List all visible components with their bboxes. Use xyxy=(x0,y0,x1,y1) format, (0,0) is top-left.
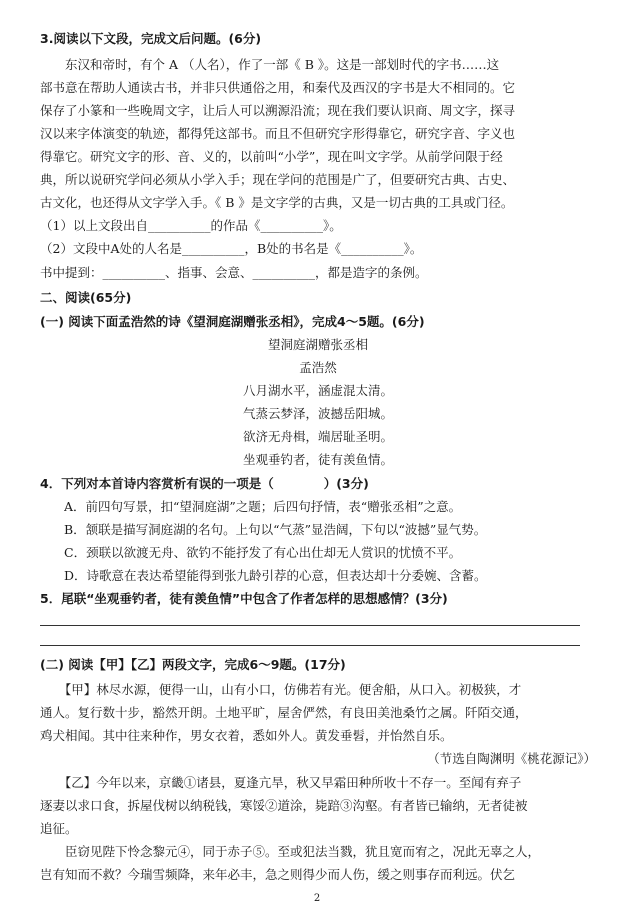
q3-para-line: 保存了小篆和一些晚周文字，让后人可以溯源沿流；现在我们要认识商、周文字，探寻 xyxy=(40,103,516,118)
q3-sub-question-3: 书中提到：__________、指事、会意、__________，都是造字的条例。 xyxy=(40,265,428,280)
section1-heading: (一) 阅读下面孟浩然的诗《望洞庭湖赠张丞相》，完成4～5题。(6分) xyxy=(40,314,425,329)
q4-option-b: B．颔联是描写洞庭湖的名句。上句以“气蒸”显浩阔，下句以“波撼”显气势。 xyxy=(64,522,487,537)
q4-option-a: A．前四句写景，扣“望洞庭湖”之题；后四句抒情，表“赠张丞相”之意。 xyxy=(64,499,462,514)
q3-para-line: 东汉和帝时，有个 A （人名），作了一部《 B 》。这是一部划时代的字书……这 xyxy=(40,57,500,72)
yi-line: 岂有知而不救？今瑞雪频降，来年必丰，急之则得少而人伤，缓之则事存而利远。伏乞 xyxy=(40,867,516,882)
yi-line: 逐妻以求口食，拆屋伐树以纳税钱，寒馁②道涂，毙踣③沟壑。有者皆已输纳，无者徒被 xyxy=(40,798,528,813)
jia-source: （节选自陶渊明《桃花源记》） xyxy=(427,751,596,766)
poem-title: 望洞庭湖赠张丞相 xyxy=(267,337,368,352)
q3-para-line: 得靠它。研究文字的形、音、义的，以前叫“小学”，现在叫文字学。从前学问限于经 xyxy=(40,149,503,164)
part2-heading: 二、阅读(65分) xyxy=(40,290,132,305)
q5-stem: 5．尾联“坐观垂钓者，徒有羡鱼情”中包含了作者怎样的思想感情？(3分) xyxy=(40,591,448,606)
poem-line: 气蒸云梦泽，波撼岳阳城。 xyxy=(242,406,393,421)
q3-para-line: 汉以来字体演变的轨迹，都得凭这部书。而且不但研究字形得靠它，研究字音、字义也 xyxy=(40,126,516,141)
q4-stem: 4．下列对本首诗内容赏析有误的一项是（ ）(3分) xyxy=(40,476,369,491)
q4-option-d: D．诗歌意在表达希望能得到张九龄引荐的心意，但表达却十分委婉、含蓄。 xyxy=(64,568,487,583)
jia-line: 【甲】林尽水源，便得一山，山有小口，仿佛若有光。便舍船，从口入。初极狭，才 xyxy=(40,682,522,697)
q3-heading: 3.阅读以下文段，完成文后问题。(6分) xyxy=(40,31,262,46)
answer-line[interactable] xyxy=(40,645,580,646)
yi-line: 追征。 xyxy=(40,821,78,836)
q3-para-line: 部书意在帮助人通读古书，并非只供通俗之用，和秦代及西汉的字书是大不相同的。它 xyxy=(40,80,516,95)
poem-line: 欲济无舟楫，端居耻圣明。 xyxy=(242,429,393,444)
q3-para-line: 古文化，也还得从文字学入手。《 B 》是文字学的古典，又是一切古典的工具或门径。 xyxy=(40,195,514,210)
section2-heading: (二) 阅读【甲】【乙】两段文字，完成6～9题。(17分) xyxy=(40,657,346,672)
poem-line: 八月湖水平，涵虚混太清。 xyxy=(242,383,393,398)
jia-line: 通人。复行数十步，豁然开朗。土地平旷，屋舍俨然，有良田美池桑竹之属。阡陌交通， xyxy=(40,705,528,720)
q3-para-line: 典，所以说研究学问必须从小学入手；现在学问的范围是广了，但要研究古典、古史、 xyxy=(40,172,516,187)
yi-line: 臣窃见陛下怜念黎元④，同于赤子⑤。至或犯法当戮，犹且宽而宥之，况此无辜之人， xyxy=(40,844,541,859)
q4-option-c: C．颈联以欲渡无舟、欲钓不能抒发了有心出仕却无人赏识的忧愤不平。 xyxy=(64,545,462,560)
yi-line: 【乙】今年以来，京畿①诸县，夏逢亢旱，秋又早霜田种所收十不存一。至闻有弃子 xyxy=(40,775,522,790)
page-number: 2 xyxy=(313,893,321,904)
q3-sub-question-1: （1）以上文段出自__________的作品《__________》。 xyxy=(40,218,342,233)
answer-line[interactable] xyxy=(40,625,580,626)
poem-author: 孟浩然 xyxy=(299,360,337,375)
q3-sub-question-2: （2）文段中A处的人名是__________，B处的书名是《__________》。 xyxy=(40,241,423,256)
poem-line: 坐观垂钓者，徒有羡鱼情。 xyxy=(242,452,393,467)
jia-line: 鸡犬相闻。其中往来种作，男女衣着，悉如外人。黄发垂髫，并怡然自乐。 xyxy=(40,728,453,743)
